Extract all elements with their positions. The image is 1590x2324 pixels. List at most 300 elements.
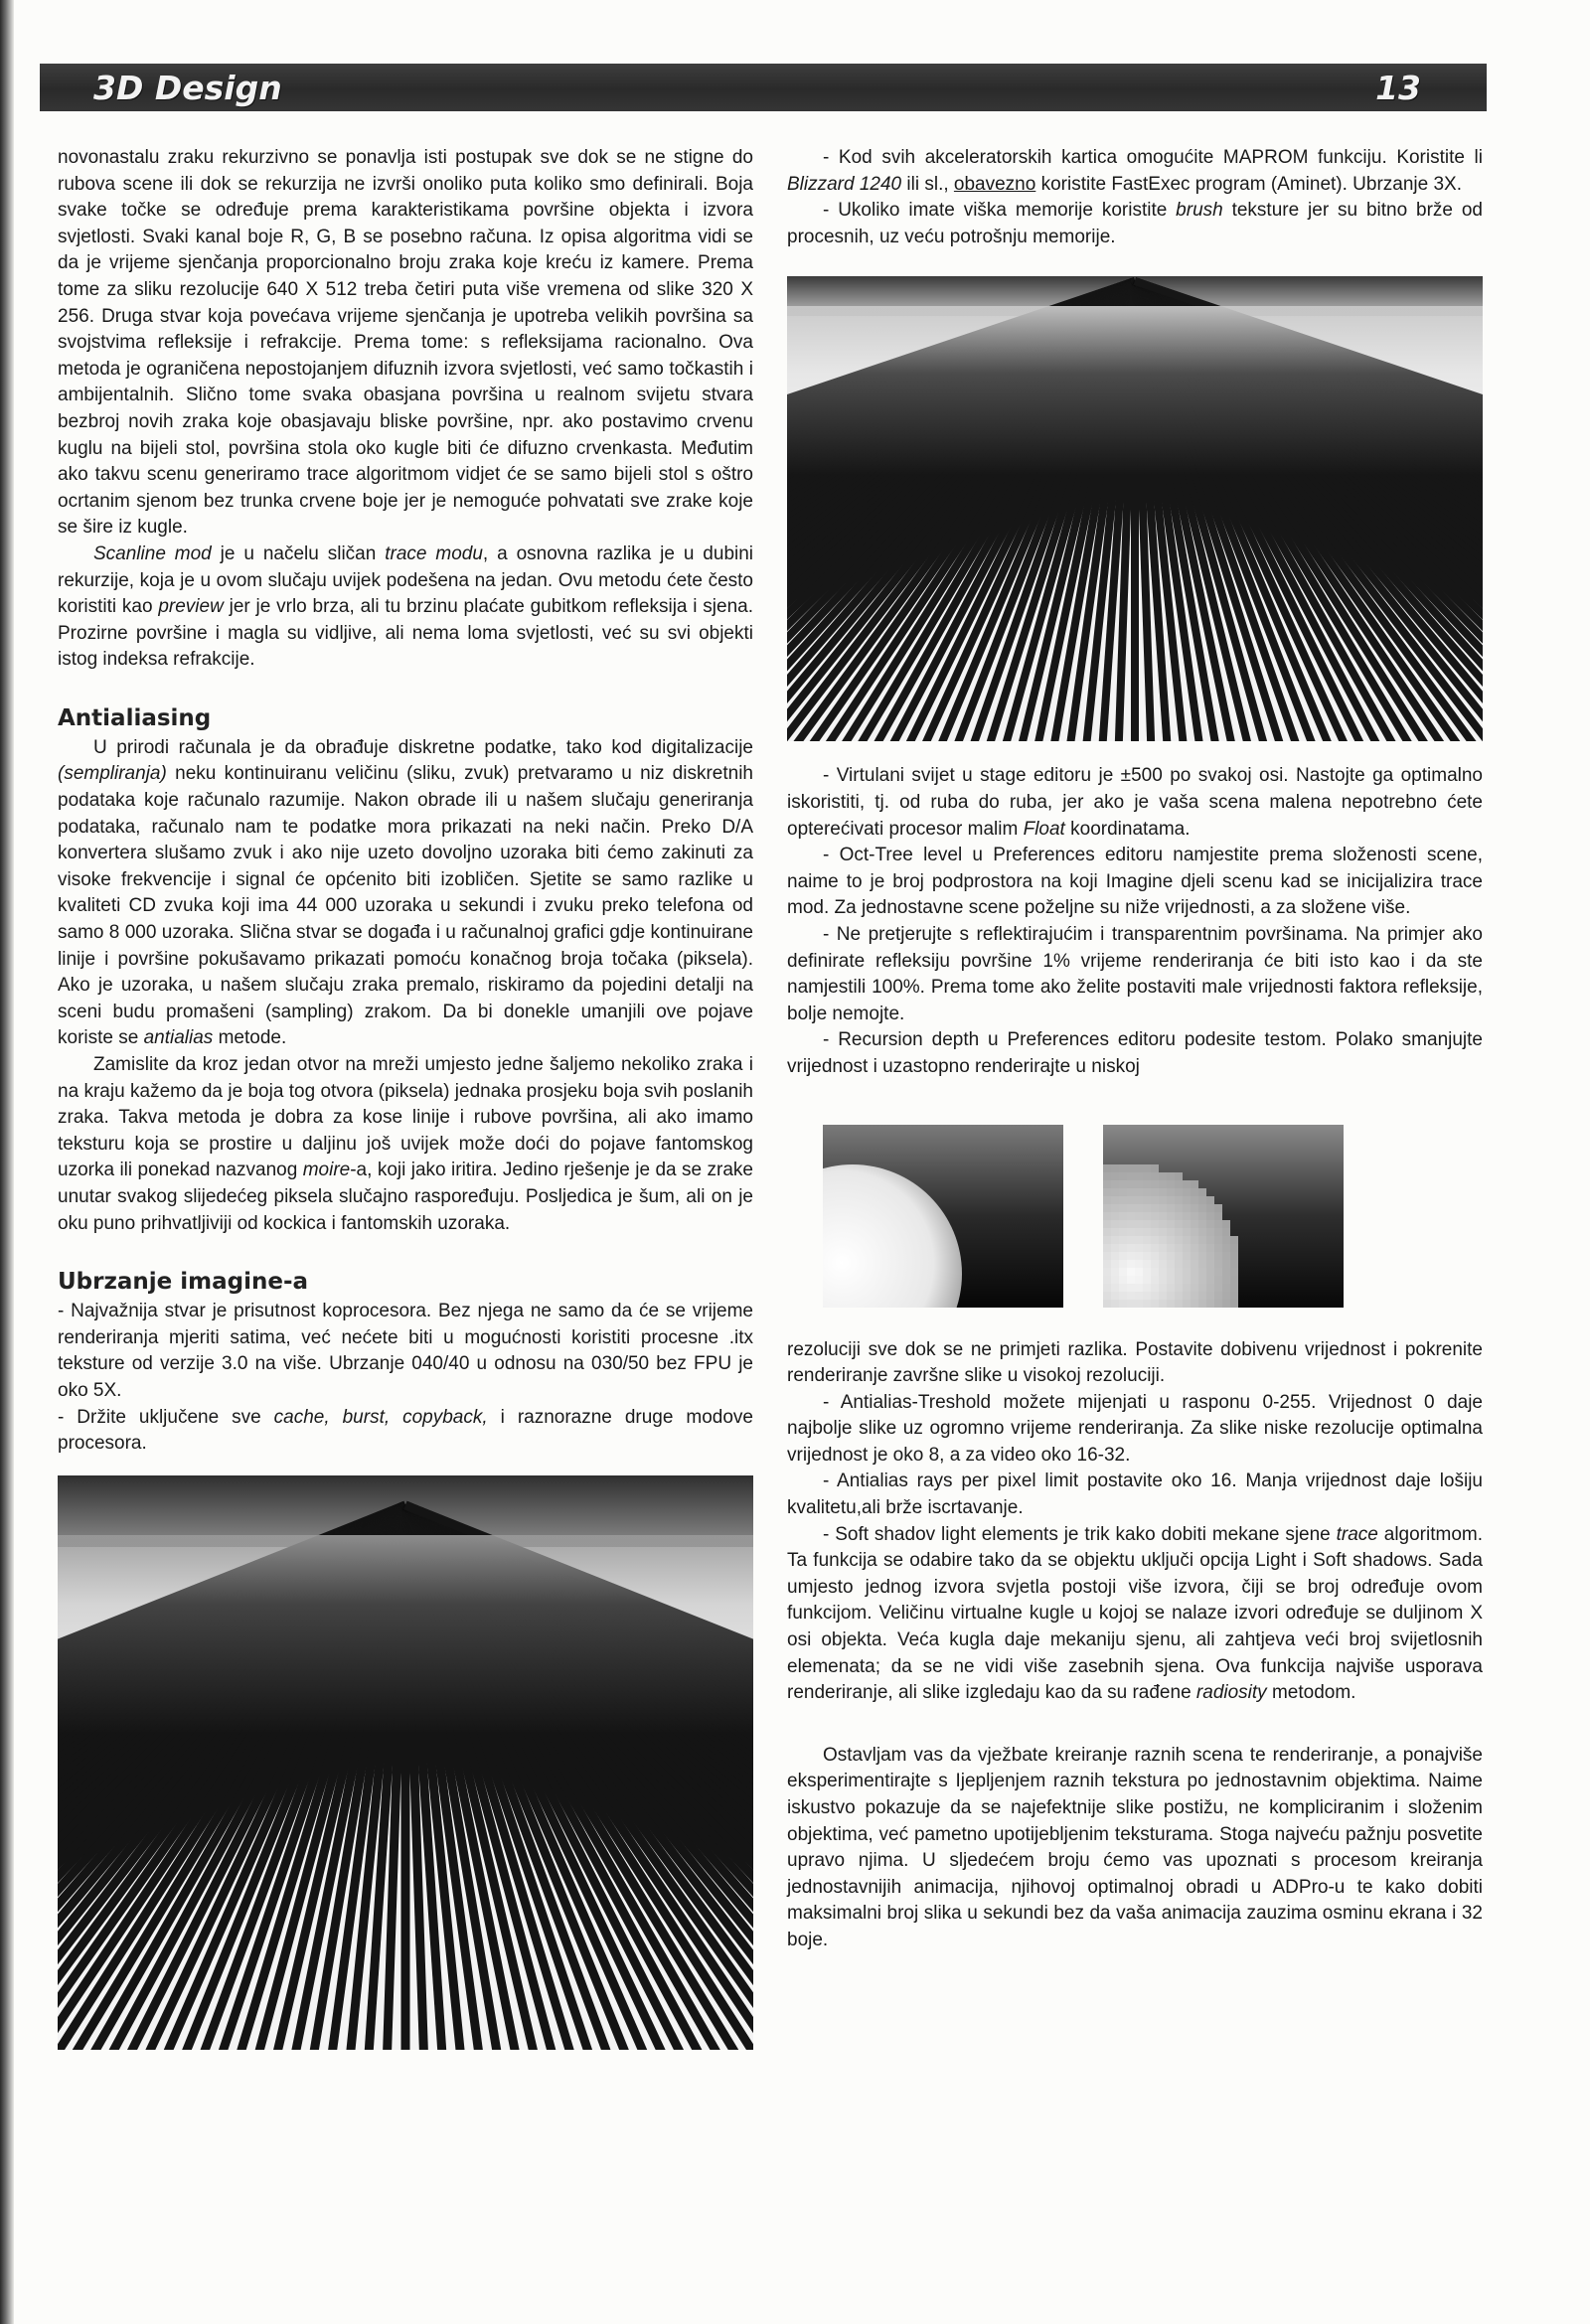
sphere-pixel (1222, 1300, 1230, 1308)
text-span: jer je vrlo brza, ali tu brzinu plaćate gubitkom refleksija i sjena. Prozirne površine i magla su vidljive, ali nema loma svjetlosti, već su svi objekti istog indeksa refrakcije. (58, 596, 753, 671)
sphere-pixel (1175, 1276, 1183, 1284)
sphere-pixel (1159, 1268, 1167, 1276)
sphere-pixel (1111, 1172, 1119, 1180)
sphere-pixel (1214, 1212, 1222, 1220)
sphere-pixel (1151, 1284, 1159, 1292)
sphere-pixel (1183, 1252, 1191, 1260)
sphere-pixel (1127, 1204, 1135, 1212)
sphere-pixel (1151, 1228, 1159, 1236)
sphere-pixel (1143, 1204, 1151, 1212)
moire-floor-image (58, 1475, 753, 2050)
sphere-pixel (1111, 1284, 1119, 1292)
sphere-pixel (1127, 1292, 1135, 1300)
sphere-pixel (1143, 1284, 1151, 1292)
sphere-pixel (1103, 1228, 1111, 1236)
sphere-pixel (1103, 1204, 1111, 1212)
section-title: 3D Design (93, 68, 282, 107)
sphere-pixel (1159, 1284, 1167, 1292)
sphere-pixel (1167, 1260, 1175, 1268)
paragraph-stage-editor (787, 763, 1483, 843)
sphere-pixel (1111, 1276, 1119, 1284)
sphere-pixel (1135, 1228, 1143, 1236)
sphere-pixel (1167, 1180, 1175, 1188)
sphere-pixel (1143, 1228, 1151, 1236)
sphere-pixel (1206, 1212, 1214, 1220)
sphere-pixel (1183, 1268, 1191, 1276)
sphere-pixel (1175, 1300, 1183, 1308)
sphere-pixel (1198, 1196, 1206, 1204)
sphere-pixel (1135, 1204, 1143, 1212)
sphere-pixel (1151, 1164, 1159, 1172)
moire-floor-image-2 (787, 276, 1483, 741)
sphere-pixel (1143, 1252, 1151, 1260)
sphere-pixel (1103, 1284, 1111, 1292)
sphere-pixel (1111, 1188, 1119, 1196)
sphere-pixel (1175, 1196, 1183, 1204)
sphere-pixel (1127, 1228, 1135, 1236)
sphere-pixel (1183, 1300, 1191, 1308)
sphere-pixel (1214, 1300, 1222, 1308)
em-moire: moire (302, 1160, 351, 1181)
sphere-pixel (1119, 1276, 1127, 1284)
text-span: algoritmom. Ta funkcija se odabire tako da se objektu uključi opcija Light i Soft shadows. Sada umjesto jednog izvora svjetla postoji više izvora, čiji se broj određuje ovom funkcijom. Veličinu virtualne kugle u kojoj se nalaze izvori određuje se duljinom X osi objekta. Veća kugla daje mekaniju sjenu, ali zahtjeva veći broj svijetlosnih elemenata; da se ne vidi više zasebnih sjena. Ova funkcija najviše usporava renderiranje, ali slike izgledaju kao da su rađene (787, 1523, 1483, 1704)
sphere-pixel (1119, 1292, 1127, 1300)
sphere-pixel (1198, 1236, 1206, 1244)
sphere-antialiased-image (823, 1125, 1063, 1308)
figure-moire-floor-aliased (58, 1475, 753, 2050)
sphere-pixel (1175, 1228, 1183, 1236)
sphere-pixel (1214, 1260, 1222, 1268)
sphere-pixel (1198, 1204, 1206, 1212)
text-span: ili sl., (901, 173, 954, 195)
sphere-pixel (1127, 1276, 1135, 1284)
sphere-pixel (1119, 1204, 1127, 1212)
sphere-pixel (1135, 1292, 1143, 1300)
sphere-pixel (1127, 1220, 1135, 1228)
paragraph-oct-tree: - Oct-Tree level u Preferences editoru namjestite prema složenosti scene, naime to je broj podprostora na koji Imagine djeli scenu kad se inicijalizira trace mod. Za jednostavne scene poželjne su niže vrijednosti, a za složene više. (787, 845, 1483, 919)
sphere-pixel (1103, 1268, 1111, 1276)
sphere-pixel (1159, 1292, 1167, 1300)
sphere-pixel (1167, 1292, 1175, 1300)
sphere-pixel (1135, 1300, 1143, 1308)
sphere-pixel (1167, 1204, 1175, 1212)
em-trace-modu: trace modu (385, 542, 483, 564)
sphere-pixel (1198, 1212, 1206, 1220)
sphere-pixel (1151, 1204, 1159, 1212)
sphere-pixel (1119, 1172, 1127, 1180)
sphere-pixel (1103, 1188, 1111, 1196)
sphere-pixel (1127, 1300, 1135, 1308)
sphere-pixel (1119, 1300, 1127, 1308)
sphere-pixel (1103, 1276, 1111, 1284)
sphere-pixel (1143, 1244, 1151, 1252)
sphere-pixel (1143, 1164, 1151, 1172)
sphere-pixel (1214, 1228, 1222, 1236)
sphere-pixel (1103, 1180, 1111, 1188)
heading-antialiasing: Antialiasing (58, 704, 212, 731)
sphere-pixel (1206, 1300, 1214, 1308)
sphere-pixel (1167, 1228, 1175, 1236)
sphere-pixel (1127, 1284, 1135, 1292)
paragraph-recursion-cont: rezoluciji sve dok se ne primjeti razlika. Postavite dobivenu vrijednost i pokrenite renderiranje završne slike u visokoj rezoluciji. (787, 1338, 1483, 1387)
sphere-pixel (1151, 1212, 1159, 1220)
sphere-pixel (1191, 1244, 1198, 1252)
paragraph-recursion-depth: - Recursion depth u Preferences editoru podesite testom. Polako smanjujte vrijednost i uzastopno renderirajte u niskoj (787, 1029, 1483, 1077)
em-radiosity: radiosity (1195, 1682, 1267, 1704)
sphere-pixel (1183, 1276, 1191, 1284)
sphere-pixel (1151, 1220, 1159, 1228)
page-header (40, 64, 1487, 111)
paragraph-antialiasing-1 (58, 735, 753, 1052)
sphere-pixel (1103, 1244, 1111, 1252)
sphere-pixel (1191, 1212, 1198, 1220)
sphere-pixel (1175, 1188, 1183, 1196)
em-brush: brush (1176, 200, 1223, 222)
sphere-pixel (1175, 1260, 1183, 1268)
sphere-pixel (1198, 1292, 1206, 1300)
sphere-pixel (1151, 1292, 1159, 1300)
sphere-pixel (1159, 1276, 1167, 1284)
sphere-pixel (1119, 1220, 1127, 1228)
sphere-pixel (1222, 1228, 1230, 1236)
figure-sphere-pair (823, 1125, 1483, 1308)
sphere-pixel (1167, 1300, 1175, 1308)
sphere-pixel (1183, 1188, 1191, 1196)
sphere-pixel (1135, 1196, 1143, 1204)
sphere-pixel (1198, 1252, 1206, 1260)
sphere-pixel (1135, 1244, 1143, 1252)
sphere-pixel (1175, 1172, 1183, 1180)
sphere-pixel (1183, 1260, 1191, 1268)
text-span: koordinatama. (1064, 818, 1191, 840)
sphere-pixel (1111, 1252, 1119, 1260)
sphere-pixel (1143, 1268, 1151, 1276)
sphere-pixel (1159, 1220, 1167, 1228)
paragraph-ubrzanje-1: - Najvažnija stvar je prisutnost koprocesora. Bez njega ne samo da će se vrijeme renderiranja mjeriti satima, već nećete biti u mogućnosti koristiti procesne .itx teksture od verzije 3.0 na više. Ubrzanje 040/40 u odnosu na 030/50 bez FPU je oko 5X. (58, 1301, 753, 1401)
sphere-pixel (1135, 1252, 1143, 1260)
sphere-pixel (1119, 1244, 1127, 1252)
sphere-pixel (1206, 1284, 1214, 1292)
sphere-pixel (1159, 1188, 1167, 1196)
sphere-pixel (1103, 1260, 1111, 1268)
sphere-pixel (1143, 1236, 1151, 1244)
sphere-pixel (1183, 1212, 1191, 1220)
sphere-pixel (1191, 1180, 1198, 1188)
underline-obavezno: obavezno (953, 173, 1036, 195)
sphere-pixel (1119, 1252, 1127, 1260)
sphere-pixel (1103, 1236, 1111, 1244)
sphere-pixel (1198, 1260, 1206, 1268)
sphere-pixel (1119, 1188, 1127, 1196)
sphere-pixel (1222, 1284, 1230, 1292)
sphere-pixel (1143, 1260, 1151, 1268)
sphere-pixel (1198, 1220, 1206, 1228)
sphere-pixel (1119, 1196, 1127, 1204)
text-span: i raznorazne druge modove procesora. (58, 1406, 753, 1455)
sphere-pixel (1230, 1252, 1238, 1260)
sphere-pixel (1214, 1276, 1222, 1284)
em-trace: trace (1336, 1523, 1378, 1545)
page-number: 13 (1375, 68, 1421, 107)
sphere-pixel (1206, 1260, 1214, 1268)
sphere-pixel (1151, 1300, 1159, 1308)
sphere-pixel (1127, 1180, 1135, 1188)
sphere-pixel (1143, 1180, 1151, 1188)
sphere-pixel (1119, 1260, 1127, 1268)
sphere-pixel (1151, 1276, 1159, 1284)
sphere-pixel (1159, 1252, 1167, 1260)
sphere-pixel (1191, 1188, 1198, 1196)
sphere-pixel (1175, 1292, 1183, 1300)
em-cache-burst: cache, burst, copyback, (273, 1406, 488, 1428)
sphere-pixel (1206, 1220, 1214, 1228)
sphere-pixel (1214, 1252, 1222, 1260)
sphere-pixel (1111, 1228, 1119, 1236)
sphere-pixel (1198, 1188, 1206, 1196)
sphere-pixel (1191, 1204, 1198, 1212)
sphere-pixel (1111, 1300, 1119, 1308)
sphere-pixel (1183, 1292, 1191, 1300)
sphere-pixel (1175, 1180, 1183, 1188)
sphere-pixel (1206, 1196, 1214, 1204)
sphere-pixel (1206, 1276, 1214, 1284)
sphere-pixel (1103, 1164, 1111, 1172)
sphere-pixel (1151, 1180, 1159, 1188)
sphere-pixel (1230, 1244, 1238, 1252)
sphere-pixel (1198, 1268, 1206, 1276)
left-column (58, 145, 753, 2050)
em-scanline: Scanline mod (93, 542, 212, 564)
paragraph-reflections: - Ne pretjerujte s reflektirajućim i transparentnim površinama. Na primjer ako definirate refleksiju površine 1% vrijeme renderiranja će biti isto kao i da ste namjestili 100%. Prema tome ako želite postaviti male vrijednosti faktora refleksije, bolje nemojte. (787, 923, 1483, 1024)
sphere-pixel (1159, 1180, 1167, 1188)
sphere-pixel (1198, 1244, 1206, 1252)
sphere-pixel (1127, 1252, 1135, 1260)
sphere-pixel (1103, 1172, 1111, 1180)
sphere-pixel (1143, 1276, 1151, 1284)
sphere-pixel (1111, 1244, 1119, 1252)
sphere-pixel (1198, 1300, 1206, 1308)
sphere-pixel (1135, 1172, 1143, 1180)
sphere-pixel (1214, 1292, 1222, 1300)
sphere-pixel (1167, 1212, 1175, 1220)
paragraph-scanline (58, 542, 753, 674)
sphere-pixel (1175, 1212, 1183, 1220)
sphere-pixel (1119, 1212, 1127, 1220)
sphere-pixel (1151, 1188, 1159, 1196)
sphere-pixel (1103, 1292, 1111, 1300)
sphere-pixel (1103, 1300, 1111, 1308)
sphere-pixel (1111, 1204, 1119, 1212)
sphere-pixel (1230, 1236, 1238, 1244)
sphere-pixel (1230, 1260, 1238, 1268)
sphere-pixel (1214, 1268, 1222, 1276)
sphere-pixel (1111, 1292, 1119, 1300)
text-span: , a osnovna razlika je u dubini rekurzije, koja je u ovom slučaju uvijek podešena na jedan. Ovu metodu ćete često koristiti kao (58, 542, 754, 618)
sphere-pixel (1191, 1292, 1198, 1300)
sphere-pixel (1191, 1220, 1198, 1228)
sphere-pixel (1206, 1228, 1214, 1236)
em-float: Float (1023, 818, 1065, 840)
sphere-pixel (1167, 1188, 1175, 1196)
sphere-pixel (1119, 1284, 1127, 1292)
text-span: teksture jer su bitno brže od procesnih, uz veću potrošnju memorije. (787, 200, 1483, 247)
sphere-pixel (1159, 1300, 1167, 1308)
sphere-pixel (1127, 1212, 1135, 1220)
sphere-pixel (1206, 1244, 1214, 1252)
right-column (787, 145, 1483, 1954)
sphere-pixel (1159, 1260, 1167, 1268)
sphere-pixel (1183, 1180, 1191, 1188)
text-span: -a, koji jako iritira. Jedino rješenje je da se zrake unutar svakog slijedećeg piksela slučajno raspoređuju. Posljedica je šum, ali on je oku puno prihvatljiviji od kockica i fantomskih uzoraka. (58, 1160, 754, 1234)
sphere-pixel (1119, 1228, 1127, 1236)
sphere-pixel (1143, 1172, 1151, 1180)
sphere-pixel (1119, 1164, 1127, 1172)
paragraph-brush (787, 198, 1483, 250)
sphere-pixel (1151, 1252, 1159, 1260)
sphere-pixel (1175, 1252, 1183, 1260)
sphere-pixel (1127, 1164, 1135, 1172)
text-span: je u načelu sličan (211, 542, 386, 564)
text-span: koristite FastExec program (Aminet). Ubrzanje 3X. (1035, 173, 1463, 195)
sphere-pixel (1135, 1164, 1143, 1172)
sphere-pixel (1183, 1220, 1191, 1228)
sphere-pixel (1175, 1268, 1183, 1276)
sphere-pixel (1119, 1180, 1127, 1188)
sphere-pixel (1183, 1204, 1191, 1212)
text-span: Zamislite da kroz jedan otvor na mreži umjesto jedne šaljemo nekoliko zraka i na kraju kažemo da je boja tog otvora (piksela) jednaka prosjeku boja svih poslanih zraka. Takva metoda je dobra za kose linije i rubove površina, ali ako imamo teksturu koja se prostire u daljinu još uvijek može doći do pojave fantomskog uzorka ili ponekad nazvanog (58, 1054, 753, 1181)
sphere-pixel (1191, 1268, 1198, 1276)
sphere-pixel (1143, 1220, 1151, 1228)
sphere-pixel (1151, 1172, 1159, 1180)
sphere-pixel (1230, 1292, 1238, 1300)
sphere-pixel (1103, 1220, 1111, 1228)
paragraph-antialias-rays: - Antialias rays per pixel limit postavite oko 16. Manja vrijednost daje lošiju kvalitetu,ali brže iscrtavanje. (787, 1471, 1483, 1519)
em-sempliranja: (sempliranja) (58, 763, 167, 785)
sphere-pixel (1167, 1252, 1175, 1260)
sphere-pixel (1230, 1268, 1238, 1276)
sphere-pixel (1167, 1236, 1175, 1244)
sphere-pixel (1159, 1172, 1167, 1180)
sphere-pixel (1206, 1236, 1214, 1244)
sphere-pixel (1222, 1268, 1230, 1276)
sphere-pixel (1135, 1268, 1143, 1276)
sphere-pixel (1167, 1244, 1175, 1252)
sphere-pixel (1214, 1284, 1222, 1292)
sphere-pixel (1103, 1252, 1111, 1260)
paragraph-soft-shadows (787, 1522, 1483, 1707)
sphere-pixel (1183, 1228, 1191, 1236)
figure-moire-floor-antialiased (787, 276, 1483, 741)
text-span: - Kod svih akceleratorskih kartica omogućite MAPROM funkciju. Koristite li (823, 147, 1483, 168)
sphere-pixel (1151, 1196, 1159, 1204)
sphere-pixel (1111, 1212, 1119, 1220)
text-span: - Držite uključene sve (58, 1406, 274, 1428)
sphere-pixel (1143, 1292, 1151, 1300)
sphere-pixel (1127, 1196, 1135, 1204)
sphere-pixel (1175, 1244, 1183, 1252)
sphere-pixel (1183, 1244, 1191, 1252)
sphere-pixel (1175, 1284, 1183, 1292)
sphere-pixel (1143, 1196, 1151, 1204)
sphere-pixel (1206, 1252, 1214, 1260)
sphere-pixel (1222, 1292, 1230, 1300)
sphere-pixel (1198, 1228, 1206, 1236)
sphere-pixel (1214, 1244, 1222, 1252)
sphere-pixel (1127, 1188, 1135, 1196)
sphere-pixel (1183, 1284, 1191, 1292)
sphere-pixel (1198, 1284, 1206, 1292)
sphere-pixel (1119, 1236, 1127, 1244)
em-antialias: antialias (143, 1027, 214, 1049)
sphere-pixel (1214, 1236, 1222, 1244)
sphere-pixel (1222, 1276, 1230, 1284)
scan-edge-shadow (0, 0, 14, 2324)
sphere-pixel (1159, 1204, 1167, 1212)
sphere-pixel (1191, 1252, 1198, 1260)
sphere-pixel (1143, 1212, 1151, 1220)
sphere-pixel (1111, 1260, 1119, 1268)
sphere-pixel (1167, 1220, 1175, 1228)
paragraph-maprom (787, 145, 1483, 198)
sphere-pixel (1111, 1220, 1119, 1228)
sphere-pixel (1167, 1172, 1175, 1180)
sphere-pixel (1143, 1300, 1151, 1308)
sphere-pixel (1222, 1260, 1230, 1268)
sphere-pixel (1191, 1300, 1198, 1308)
sphere-pixel (1143, 1188, 1151, 1196)
sphere-pixel (1159, 1228, 1167, 1236)
sphere-pixel (1167, 1284, 1175, 1292)
sphere-aliased-image (1103, 1125, 1344, 1308)
sphere-pixel (1103, 1196, 1111, 1204)
sphere-pixel (1222, 1220, 1230, 1228)
sphere-pixel (1159, 1212, 1167, 1220)
text-span: U prirodi računala je da obrađuje diskretne podatke, tako kod digitalizacije (93, 736, 753, 758)
sphere-pixel (1183, 1196, 1191, 1204)
sphere-pixel (1119, 1268, 1127, 1276)
sphere-pixel (1167, 1196, 1175, 1204)
sphere-pixel (1103, 1212, 1111, 1220)
text-span: - Ukoliko imate viška memorije koristite (823, 200, 1177, 222)
sphere-pixel (1151, 1244, 1159, 1252)
paragraph-ubrzanje-2 (58, 1405, 753, 1458)
sphere-pixel (1198, 1276, 1206, 1284)
sphere-pixel (1222, 1244, 1230, 1252)
sphere-pixel (1167, 1276, 1175, 1284)
sphere-pixel (1230, 1284, 1238, 1292)
sphere-pixel (1191, 1236, 1198, 1244)
sphere-pixel (1230, 1276, 1238, 1284)
sphere-pixel (1214, 1204, 1222, 1212)
paragraph-closing: Ostavljam vas da vježbate kreiranje raznih scena te renderiranje, a ponajviše eksperimentirajte s Ijepljenjem raznih tekstura po jednostavnim objektima. Naime iskustvo pokazuje da se najefektnije slike postižu, ne kompliciranim i složenim objektima, već pametno upotijebljenim teksturama. Stoga najveću pažnju posvetite upravo njima. U sljedećem broju ćemo vas upoznati s procesom kreiranja jednostavnijih animacija, njihovoj optimalnoj obradi u ADPro-u te kako dobiti maksimalni broj slika u sekundi bez da vaša animacija zauzima osminu ekrana i 32 boje. (787, 1744, 1483, 1950)
sphere-pixel (1159, 1244, 1167, 1252)
sphere-pixel (1206, 1268, 1214, 1276)
sphere-pixel (1191, 1260, 1198, 1268)
sphere-pixel (1159, 1236, 1167, 1244)
sphere-pixel (1175, 1236, 1183, 1244)
em-preview: preview (158, 596, 224, 618)
sphere-pixel (1111, 1268, 1119, 1276)
sphere-pixel (1175, 1204, 1183, 1212)
text-span: metodom. (1266, 1682, 1356, 1704)
sphere-pixel (1183, 1236, 1191, 1244)
sphere-pixel (1111, 1236, 1119, 1244)
sphere-pixel (1206, 1292, 1214, 1300)
sphere-pixel (1151, 1260, 1159, 1268)
paragraph: novonastalu zraku rekurzivno se ponavlja isti postupak sve dok se ne stigne do rubova scene ili dok se rekurzija ne izvrši onoliko puta koliko smo definirali. Boja svake točke se određuje prema karakteristikama površine objekta i izvora svjetlosti. Svaki kanal boje R, G, B se posebno računa. Iz opisa algoritma vidi se da je vrijeme sjenčanja proporcionalno broju zraka koje kreću iz kamere. Prema tome za sliku rezolucije 640 X 512 treba četiri puta više vremena od slike 320 X 256. Druga stvar koja povećava vrijeme sjenčanja je upotreba velikih površina sa svojstvima refleksije i refrakcije. Prema tome: s refleksijama racionalno. Ova metoda je ograničena nepostojanjem difuznih izvora svjetlosti, već samo točkastih i ambijentalnih. Slično tome svaka obasjana površina u realnom svijetu stvara bezbroj novih zraka koje obasjavaju bliske površine, npr. ako postavimo crvenu kuglu na bijeli stol, površina stola oko kugle biti će difuzno crvenkasta. Međutim ako takvu scenu generiramo trace algoritmom vidjet će se samo bijeli stol s oštro ocrtanim sjenom bez trunka crvene boje jer je nemoguće pohvatati sve zrake koje se šire iz kugle. (58, 147, 753, 539)
sphere-pixel (1191, 1276, 1198, 1284)
heading-ubrzanje: Ubrzanje imagine-a (58, 1269, 309, 1296)
